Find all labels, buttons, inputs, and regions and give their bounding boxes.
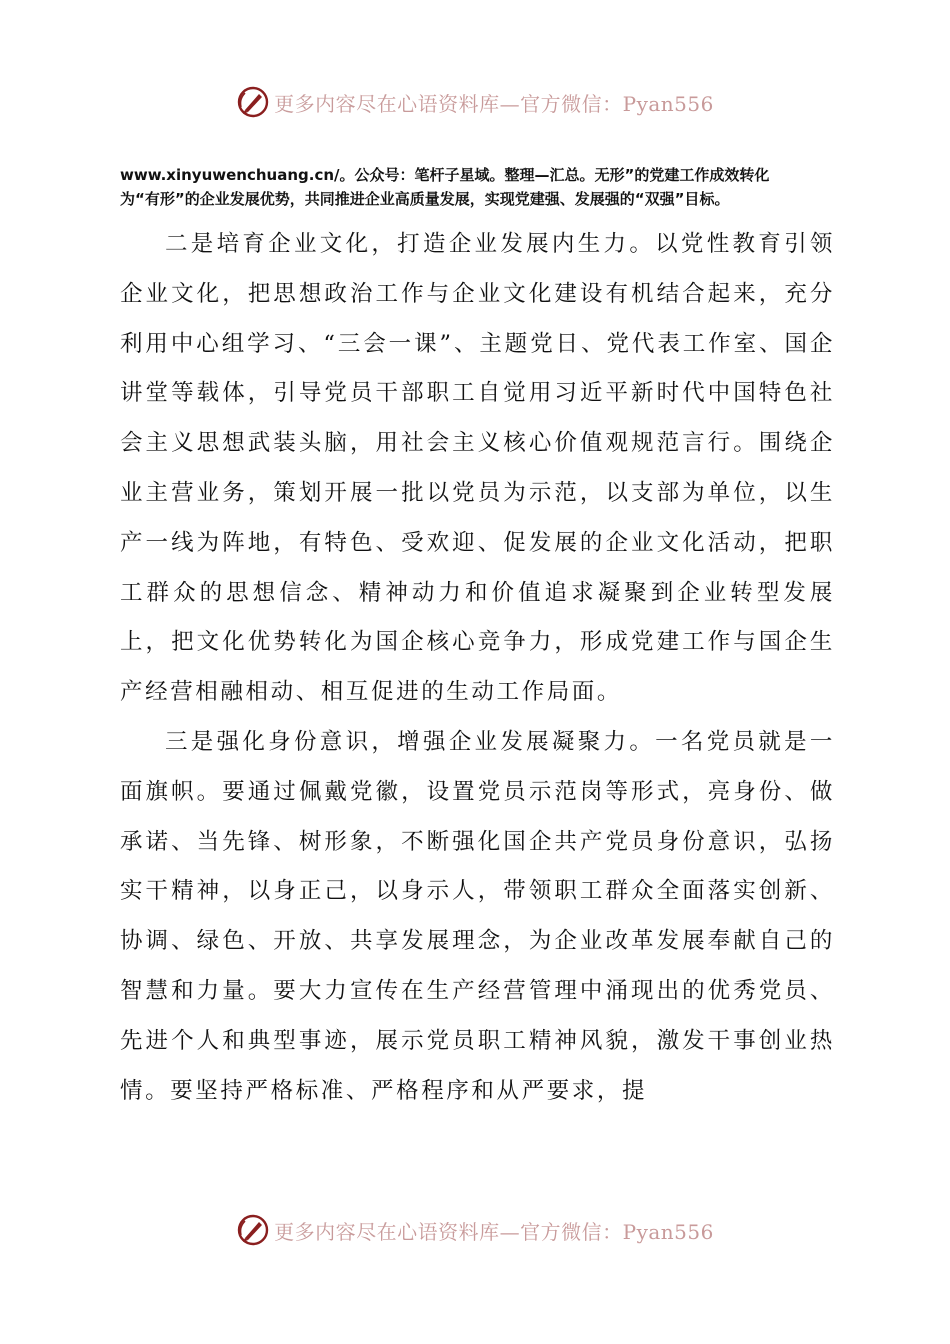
paragraph-identity: 三是强化身份意识，增强企业发展凝聚力。一名党员就是一面旗帜。要通过佩戴党徽，设置党员示范岗等形式，亮身份、做承诺、当先锋、树形象，不断强化国企共产党员身份意识，弘扬实干精神，以身正己，以身示人，带领职工群众全面落实创新、协调、绿色、开放、共享发展理念，为企业改革发展奉献自己的智慧和力量。要大力宣传在生产经营管理中涌现出的优秀党员、先进个人和典型事迹，展示党员职工精神风貌，激发干事创业热情。要坚持严格标准、严格程序和从严要求，提 — [120, 728, 835, 1104]
banner-text: 更多内容尽在心语资料库—官方微信：Pyan556 — [274, 1219, 714, 1244]
banner-text: 更多内容尽在心语资料库—官方微信：Pyan556 — [274, 91, 714, 116]
header-note-line-1: www.xinyuwenchuang.cn/。公众号：笔杆子星域。整理—汇总。无形”的党建工作成效转化 — [120, 166, 770, 184]
footer-banner — [0, 1210, 950, 1250]
header-note — [120, 163, 840, 211]
pen-circle-icon — [236, 85, 270, 119]
header-banner — [0, 82, 950, 122]
pen-circle-icon — [236, 1213, 270, 1247]
body-text — [120, 220, 835, 1116]
header-note-line-2: 为“有形”的企业发展优势，共同推进企业高质量发展，实现党建强、发展强的“双强”目标。 — [120, 190, 730, 208]
paragraph-culture: 二是培育企业文化，打造企业发展内生力。以党性教育引领企业文化，把思想政治工作与企业文化建设有机结合起来，充分利用中心组学习、“三会一课”、主题党日、党代表工作室、国企讲堂等载体，引导党员干部职工自觉用习近平新时代中国特色社会主义思想武装头脑，用社会主义核心价值观规范言行。围绕企业主营业务，策划开展一批以党员为示范，以支部为单位，以生产一线为阵地，有特色、受欢迎、促发展的企业文化活动，把职工群众的思想信念、精神动力和价值追求凝聚到企业转型发展上，把文化优势转化为国企核心竞争力，形成党建工作与国企生产经营相融相动、相互促进的生动工作局面。 — [120, 231, 835, 706]
